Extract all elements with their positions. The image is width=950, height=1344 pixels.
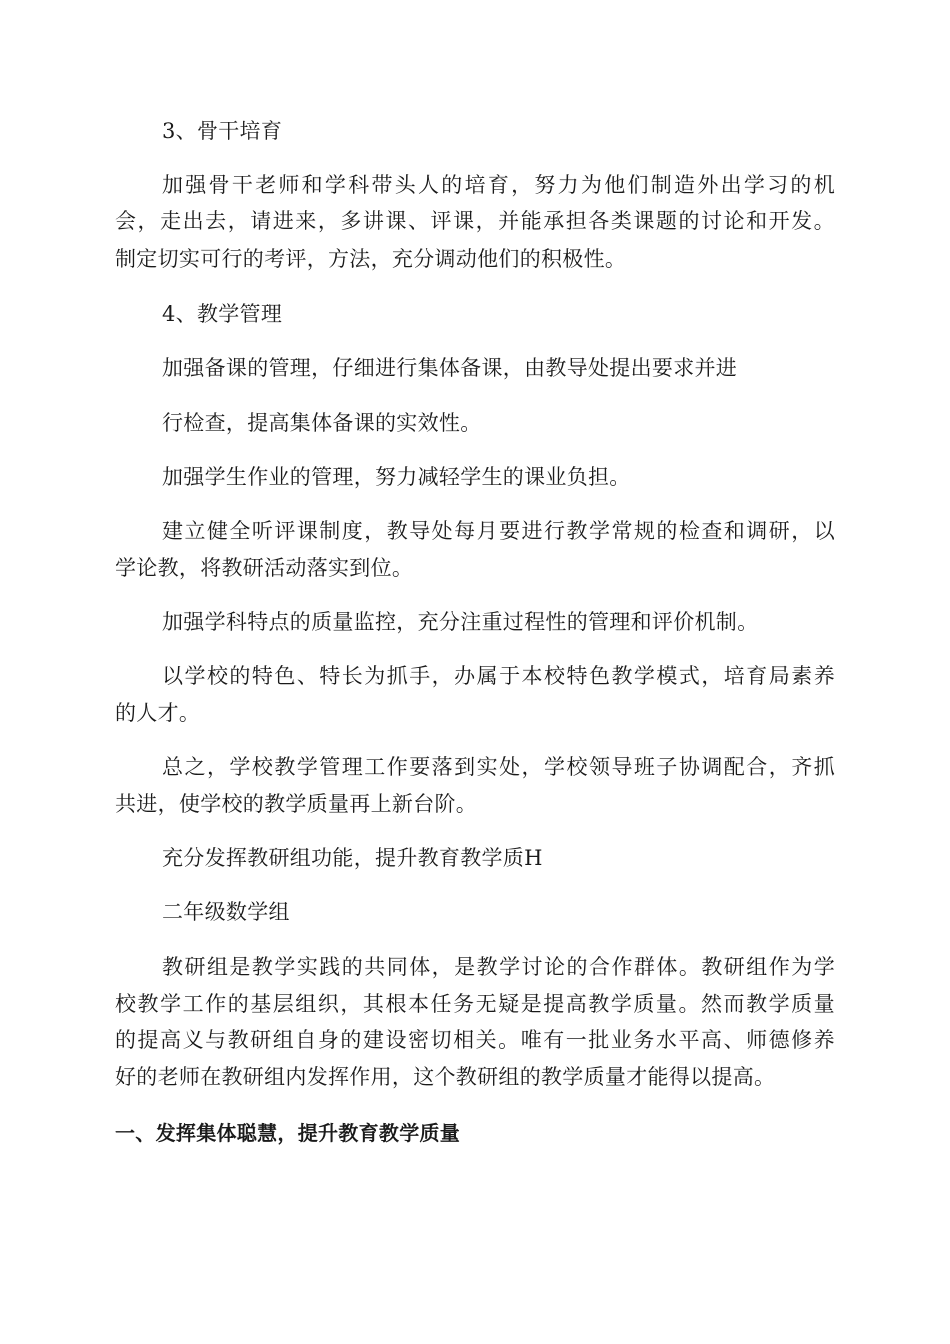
article-author-group: 二年级数学组 [162, 900, 290, 924]
section-heading-bold: 一、发挥集体聪慧，提升教育教学质量 [115, 1121, 461, 1145]
paragraph-line: 以学校的特色、特长为抓手，办属于本校特色教学模式，培育局素养 [162, 664, 835, 688]
paragraph-line: 建立健全听评课制度，教导处每月要进行教学常规的检查和调研，以 [162, 519, 835, 543]
paragraph-line: 会，走出去，请进来，多讲课、评课，并能承担各类课题的讨论和开发。 [115, 209, 835, 233]
paragraph-line: 加强学科特点的质量监控，充分注重过程性的管理和评价机制。 [162, 610, 759, 634]
section-3-heading: 3、骨干培育 [162, 119, 283, 143]
section-4-heading: 4、教学管理 [162, 302, 283, 326]
paragraph-line: 加强骨干老师和学科带头人的培育，努力为他们制造外出学习的机 [162, 173, 835, 197]
paragraph-line: 制定切实可行的考评，方法，充分调动他们的积极性。 [115, 247, 627, 271]
paragraph-line: 行检查，提高集体备课的实效性。 [162, 411, 482, 435]
paragraph-line: 好的老师在教研组内发挥作用，这个教研组的教学质量才能得以提高。 [115, 1065, 776, 1089]
paragraph-line: 的提高义与教研组自身的建设密切相关。唯有一批业务水平高、师德修养 [115, 1028, 835, 1052]
paragraph-line: 教研组是教学实践的共同体，是教学讨论的合作群体。教研组作为学 [162, 955, 835, 979]
paragraph-line: 的人才。 [115, 701, 201, 725]
paragraph-line: 校教学工作的基层组织，其根本任务无疑是提高教学质量。然而教学质量 [115, 992, 835, 1016]
paragraph-line: 学论教，将教研活动落实到位。 [115, 556, 414, 580]
paragraph-line: 总之，学校教学管理工作要落到实处，学校领导班子协调配合，齐抓 [162, 755, 835, 779]
paragraph-line: 加强备课的管理，仔细进行集体备课，由教导处提出要求并进 [162, 356, 738, 380]
paragraph-line: 共进，使学校的教学质量再上新台阶。 [115, 792, 478, 816]
paragraph-line: 加强学生作业的管理，努力减轻学生的课业负担。 [162, 465, 631, 489]
article-title: 充分发挥教研组功能，提升教育教学质H [162, 846, 543, 870]
